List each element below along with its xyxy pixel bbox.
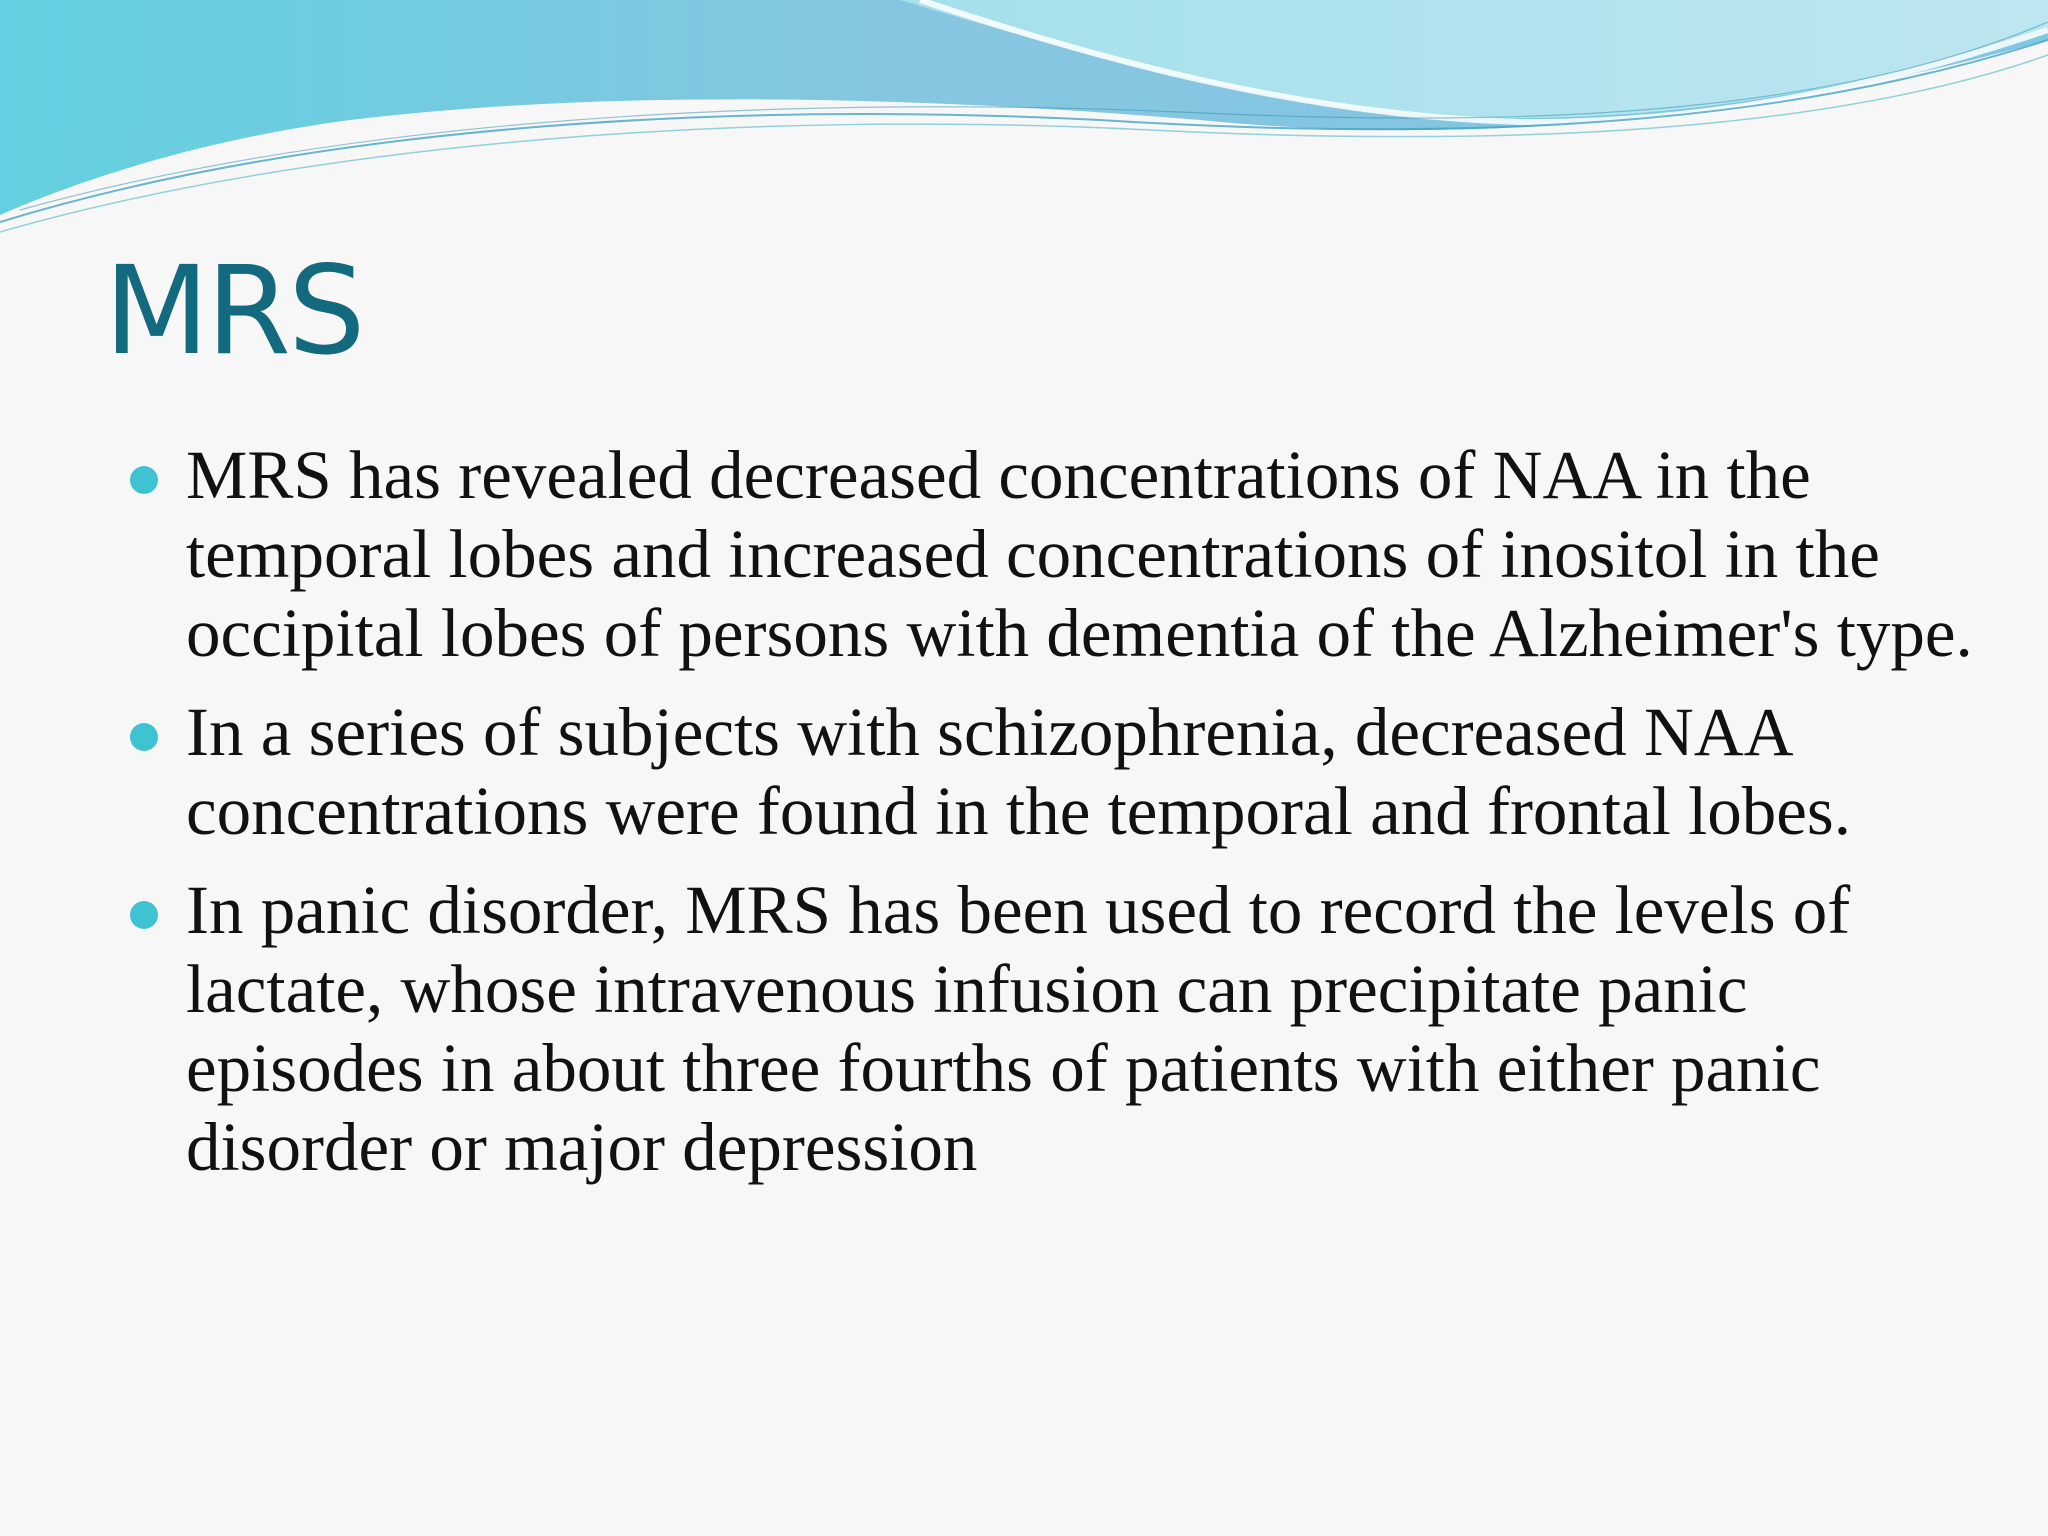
bullet-dot-icon	[130, 466, 158, 494]
bullet-dot-icon	[130, 723, 158, 751]
bullet-text: In panic disorder, MRS has been used to record the levels of lactate, whose intravenous infusion can precipitate panic episodes in about three fourths of patients with either panic disorder or major depression	[186, 872, 1851, 1185]
bullet-item-3	[128, 871, 1988, 1187]
bullet-item-1	[128, 436, 1988, 673]
bullet-dot-icon	[130, 901, 158, 929]
bullet-item-2	[128, 693, 1988, 851]
bullet-text: MRS has revealed decreased concentrations of NAA in the temporal lobes and increased concentrations of inositol in the occipital lobes of persons with dementia of the Alzheimer's type.	[186, 437, 1973, 671]
bullet-text: In a series of subjects with schizophrenia, decreased NAA concentrations were found in the temporal and frontal lobes.	[186, 694, 1852, 849]
decorative-wave-header	[0, 0, 2048, 240]
slide-title: MRS	[104, 240, 363, 382]
bullet-list	[128, 436, 1988, 1207]
